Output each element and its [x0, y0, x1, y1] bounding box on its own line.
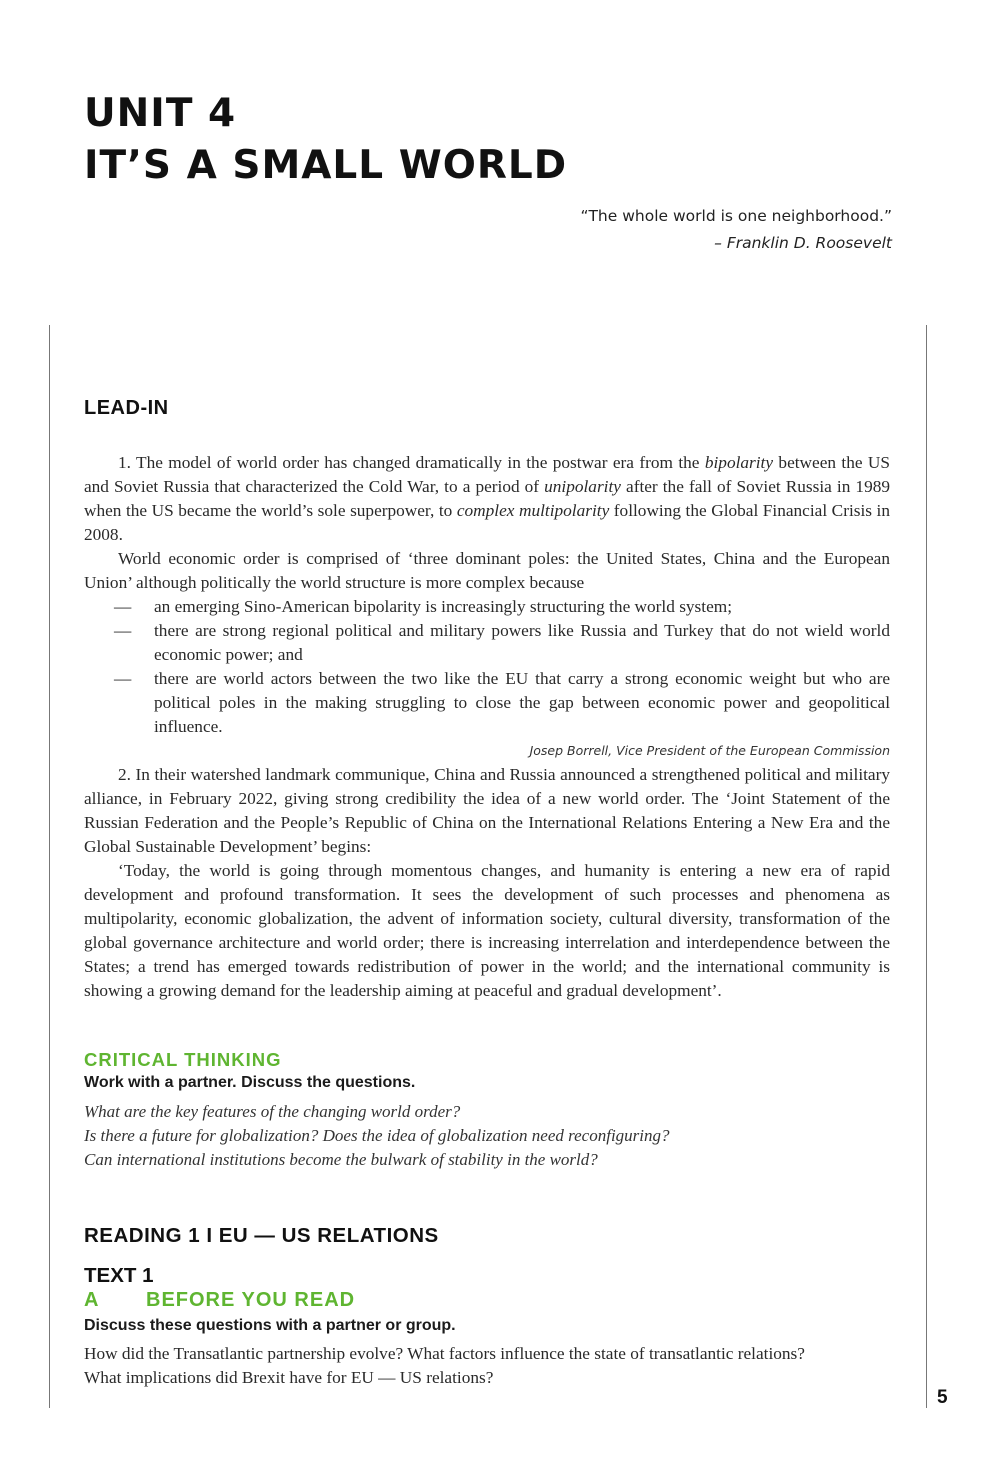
unit-title — [84, 88, 567, 192]
right-margin-rule — [926, 325, 927, 1408]
before-you-read-instruction: Discuss these questions with a partner or group. — [84, 1317, 456, 1334]
list-item: — there are strong regional political and military powers like Russia and Turkey that do not wield world economic power; and — [114, 621, 890, 664]
question-item: Is there a future for globalization? Does the idea of globalization need reconfiguring? — [84, 1126, 670, 1145]
text-label: TEXT 1 — [84, 1264, 154, 1287]
epigraph — [580, 203, 892, 257]
lead-in-paragraph-3: 2. In their watershed landmark communique, China and Russia announced a strengthened political and military alliance, in February 2022, giving strong credibility the idea of a new world order. The ‘Joint Statement of the Russian Federation and the People’s Republic of China on the International Relations Entering a New Era and the Global Sustainable Development’ begins: — [84, 765, 890, 856]
section-title: BEFORE YOU READ — [146, 1289, 356, 1311]
quote-attribution: Josep Borrell, Vice President of the European Commission — [529, 743, 890, 758]
before-you-read-questions: How did the Transatlantic partnership evolve? What factors influence the state of transatlantic relations? What implications did Brexit have for EU — US relations? — [84, 1344, 805, 1387]
epigraph-quote: “The whole world is one neighborhood.” — [580, 207, 892, 225]
lead-in-bullet-list — [84, 595, 890, 739]
list-item: — there are world actors between the two like the EU that carry a strong economic weight but who are political poles in the making struggling to close the gap between economic power and geopolitical influence. — [114, 669, 890, 736]
section-letter: A — [84, 1289, 100, 1311]
reading-heading: READING 1 I EU — US RELATIONS — [84, 1224, 439, 1247]
critical-thinking-heading: CRITICAL THINKING — [84, 1049, 282, 1070]
question-item: What are the key features of the changing world order? — [84, 1102, 461, 1121]
unit-number: UNIT 4 — [84, 91, 237, 136]
critical-thinking-questions — [84, 1100, 670, 1172]
lead-in-paragraph-1: 1. The model of world order has changed dramatically in the postwar era from the bipolarity between the US and Soviet Russia that characterized the Cold War, to a period of unipolarity after the fall of Soviet Russia in 1989 when the US became the world’s sole superpower, to complex multipolarity following the Global Financial Crisis in 2008. — [84, 453, 891, 544]
list-item: — an emerging Sino-American bipolarity is increasingly structuring the world system; — [114, 597, 733, 616]
critical-thinking-instruction: Work with a partner. Discuss the questions. — [84, 1074, 416, 1091]
unit-name: IT’S A SMALL WORLD — [84, 143, 568, 188]
page-number: 5 — [937, 1387, 948, 1408]
lead-in-body — [84, 451, 890, 1003]
lead-in-paragraph-4: ‘Today, the world is going through momentous changes, and humanity is entering a new era of rapid development and profound transformation. It sees the development of such processes and phenomena as multipolarity, economic globalization, the advent of information society, cultural diversity, transformation of the global governance architecture and world order; there is increasing interrelation and interdependence between the States; a trend has emerged towards redistribution of power in the world; and the international community is showing a growing demand for the leadership aiming at peaceful and gradual development’. — [84, 861, 890, 1000]
epigraph-author: – Franklin D. Roosevelt — [714, 234, 892, 252]
lead-in-paragraph-2: World economic order is comprised of ‘three dominant poles: the United States, China and the European Union’ although politically the world structure is more complex because — [84, 549, 890, 592]
left-margin-rule — [49, 325, 50, 1408]
before-you-read-heading — [84, 1289, 355, 1312]
lead-in-heading: LEAD-IN — [84, 397, 169, 419]
question-item: Can international institutions become the bulwark of stability in the world? — [84, 1150, 598, 1169]
